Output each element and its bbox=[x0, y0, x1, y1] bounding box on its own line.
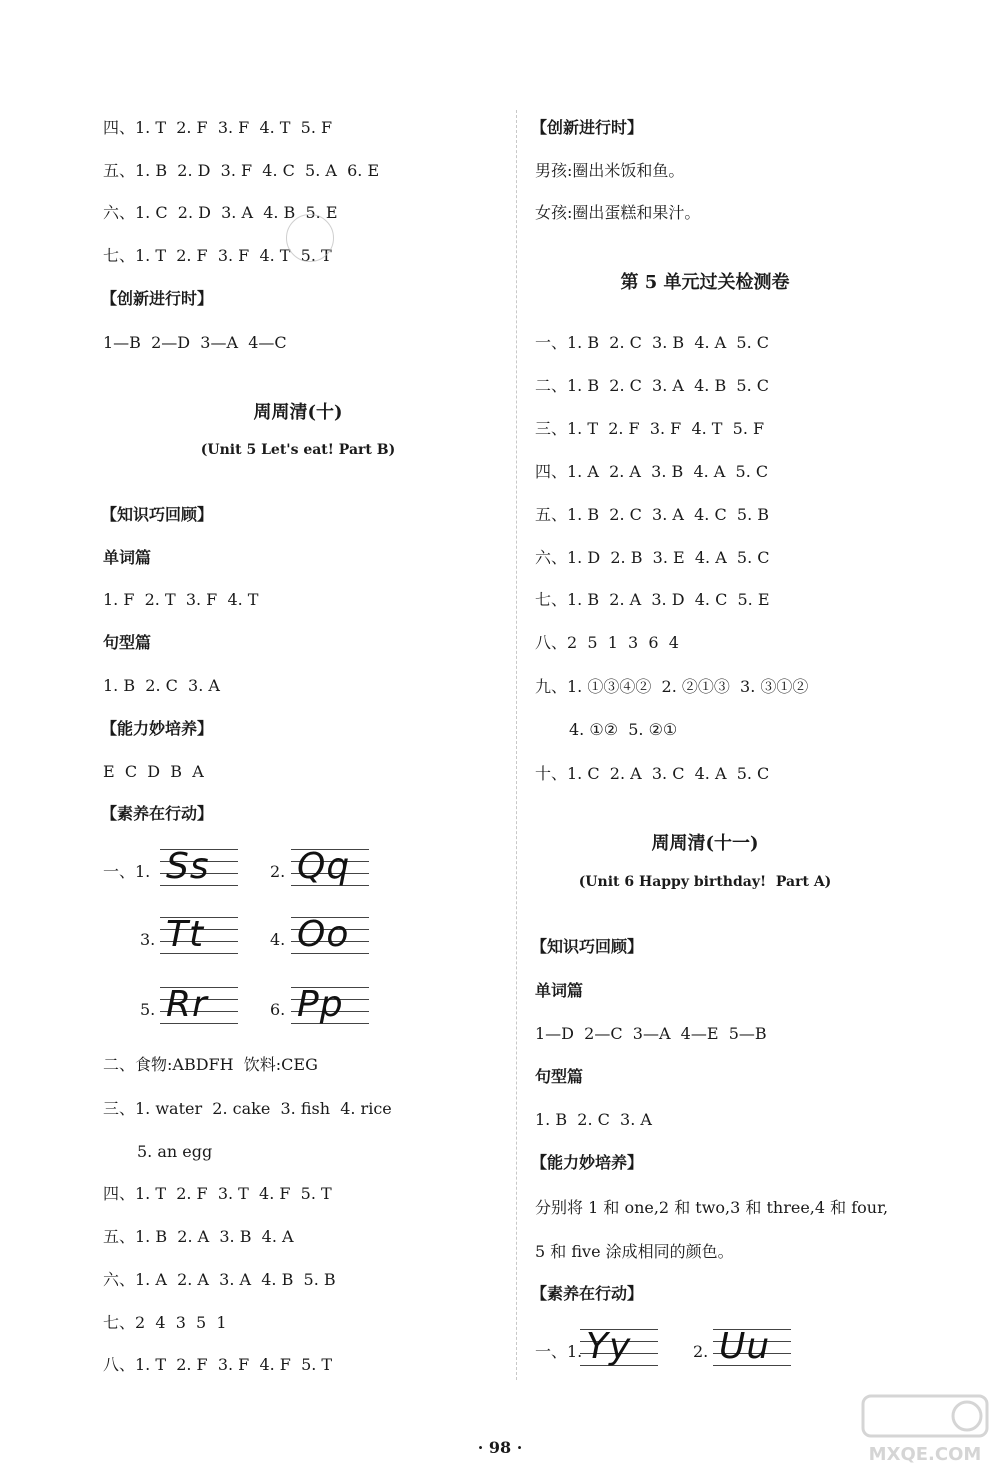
answer-line: 二、食物:ABDFH 饮料:CEG bbox=[103, 1055, 318, 1074]
handwriting-text: Tt bbox=[166, 914, 205, 955]
handwriting-label: 6. bbox=[270, 1000, 286, 1019]
answer-line: 四、1. A 2. A 3. B 4. A 5. C bbox=[535, 462, 769, 481]
answer-line: 五、1. B 2. A 3. B 4. A bbox=[103, 1227, 294, 1246]
handwriting-label: 3. bbox=[140, 930, 156, 949]
words-header: 单词篇 bbox=[535, 981, 584, 1000]
review-header: 【知识巧回顾】 bbox=[531, 937, 644, 956]
ability-header: 【能力妙培养】 bbox=[101, 719, 214, 738]
handwriting-label: 一、1. bbox=[535, 1342, 583, 1361]
handwriting-text: Ss bbox=[166, 846, 210, 887]
section-title: 周周清(十一) bbox=[651, 833, 759, 854]
handwriting-text: Oo bbox=[297, 914, 350, 955]
action-header: 【素养在行动】 bbox=[101, 804, 214, 823]
ability-line: 分别将 1 和 one,2 和 two,3 和 three,4 和 four, bbox=[535, 1198, 889, 1217]
answer-line: 九、1. ①③④② 2. ②①③ 3. ③①② bbox=[535, 677, 809, 696]
innovation-answer: 1—B 2—D 3—A 4—C bbox=[103, 333, 287, 352]
answer-line: 八、1. T 2. F 3. F 4. F 5. T bbox=[103, 1355, 333, 1374]
handwriting-text: Yy bbox=[586, 1326, 632, 1367]
handwriting-text: Qq bbox=[297, 846, 351, 887]
handwriting-text: Uu bbox=[719, 1326, 771, 1367]
handwriting-label: 2. bbox=[693, 1342, 709, 1361]
section-subtitle: (Unit 5 Let's eat! Part B) bbox=[200, 442, 396, 458]
answer-line: 六、1. A 2. A 3. A 4. B 5. B bbox=[103, 1270, 336, 1289]
answer-line: 4. ①② 5. ②① bbox=[569, 720, 678, 739]
answer-line: 五、1. B 2. D 3. F 4. C 5. A 6. E bbox=[103, 161, 380, 180]
girl-answer: 女孩:圈出蛋糕和果汁。 bbox=[535, 203, 701, 222]
watermark-logo bbox=[855, 1392, 995, 1468]
handwriting-box bbox=[291, 845, 369, 889]
handwriting-label: 4. bbox=[270, 930, 286, 949]
answer-line: 十、1. C 2. A 3. C 4. A 5. C bbox=[535, 764, 770, 783]
ability-answer: E C D B A bbox=[103, 762, 204, 781]
handwriting-box bbox=[160, 913, 238, 957]
handwriting-box bbox=[160, 845, 238, 889]
answer-line: 七、1. T 2. F 3. F 4. T 5. T bbox=[103, 246, 332, 265]
ability-line: 5 和 five 涂成相同的颜色。 bbox=[535, 1242, 734, 1261]
handwriting-box bbox=[713, 1325, 791, 1369]
words-answer: 1. F 2. T 3. F 4. T bbox=[103, 590, 259, 609]
answer-line: 二、1. B 2. C 3. A 4. B 5. C bbox=[535, 376, 770, 395]
handwriting-box bbox=[160, 983, 238, 1027]
answer-line: 三、1. T 2. F 3. F 4. T 5. F bbox=[535, 419, 765, 438]
words-header: 单词篇 bbox=[103, 548, 152, 567]
sentence-header: 句型篇 bbox=[535, 1067, 584, 1086]
answer-line: 八、2 5 1 3 6 4 bbox=[535, 633, 679, 652]
answer-line: 七、1. B 2. A 3. D 4. C 5. E bbox=[535, 590, 770, 609]
sentence-answer: 1. B 2. C 3. A bbox=[103, 676, 220, 695]
stamp-mark bbox=[286, 214, 334, 262]
column-divider bbox=[516, 110, 517, 1380]
page-number: · 98 · bbox=[477, 1438, 523, 1457]
review-header: 【知识巧回顾】 bbox=[101, 505, 214, 524]
sentence-header: 句型篇 bbox=[103, 633, 152, 652]
answer-line: 七、2 4 3 5 1 bbox=[103, 1313, 227, 1332]
action-header: 【素养在行动】 bbox=[531, 1284, 644, 1303]
handwriting-label: 5. bbox=[140, 1000, 156, 1019]
answer-line: 五、1. B 2. C 3. A 4. C 5. B bbox=[535, 505, 770, 524]
handwriting-text: Rr bbox=[166, 984, 208, 1025]
watermark-text: MXQE.COM bbox=[868, 1444, 982, 1465]
innovation-header: 【创新进行时】 bbox=[101, 289, 214, 308]
answer-line: 三、1. water 2. cake 3. fish 4. rice bbox=[103, 1099, 392, 1118]
handwriting-box bbox=[291, 983, 369, 1027]
answer-line: 六、1. C 2. D 3. A 4. B 5. E bbox=[103, 203, 338, 222]
words-answer: 1—D 2—C 3—A 4—E 5—B bbox=[535, 1024, 767, 1043]
handwriting-label: 2. bbox=[270, 862, 286, 881]
answer-line: 四、1. T 2. F 3. T 4. F 5. T bbox=[103, 1184, 332, 1203]
handwriting-text: Pp bbox=[297, 984, 344, 1025]
test-title: 第 5 单元过关检测卷 bbox=[620, 272, 790, 293]
handwriting-label: 一、1. bbox=[103, 862, 151, 881]
boy-answer: 男孩:圈出米饭和鱼。 bbox=[535, 161, 685, 180]
sentence-answer: 1. B 2. C 3. A bbox=[535, 1110, 652, 1129]
answer-line: 六、1. D 2. B 3. E 4. A 5. C bbox=[535, 548, 770, 567]
section-subtitle: (Unit 6 Happy birthday! Part A) bbox=[578, 874, 832, 890]
handwriting-box bbox=[580, 1325, 658, 1369]
answer-line: 四、1. T 2. F 3. F 4. T 5. F bbox=[103, 118, 333, 137]
answer-line: 一、1. B 2. C 3. B 4. A 5. C bbox=[535, 333, 770, 352]
section-title: 周周清(十) bbox=[253, 402, 343, 423]
innovation-header: 【创新进行时】 bbox=[531, 118, 644, 137]
ability-header: 【能力妙培养】 bbox=[531, 1153, 644, 1172]
answer-line: 5. an egg bbox=[137, 1142, 213, 1161]
handwriting-box bbox=[291, 913, 369, 957]
